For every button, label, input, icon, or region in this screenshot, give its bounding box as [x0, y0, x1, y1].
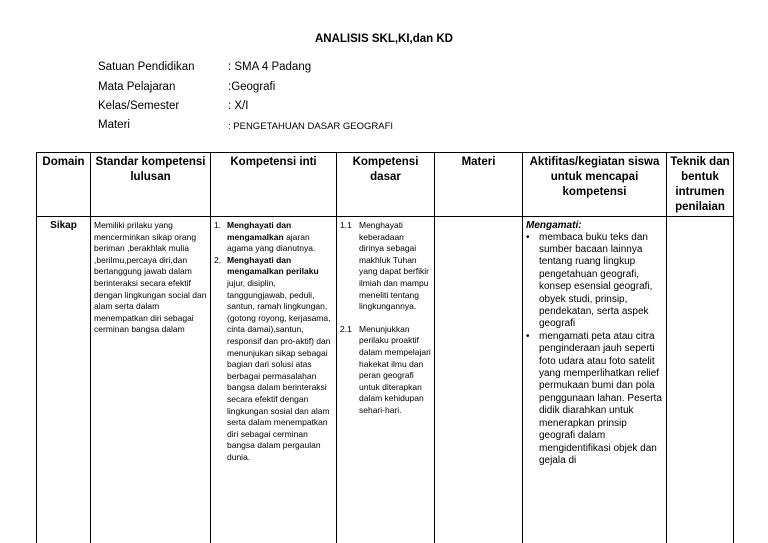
list-item	[526, 331, 663, 467]
cell-kompetensi-dasar	[337, 217, 435, 543]
cell-teknik	[667, 217, 734, 543]
list-text: mengamati peta atau citra penginderaan jauh seperti foto udara atau foto satelit yang memperlihatkan relief permukaan bumi dan pola penggunaan lahan. Peserta didik diarahkan untuk menerapkan prinsip geografi dalam mengidentifikasi objek dan gejala di	[539, 330, 662, 466]
header-standar-kompetensi: Standar kompetensi lulusan	[91, 153, 211, 217]
info-label: Satuan Pendidikan	[98, 61, 195, 73]
document-title: ANALISIS SKL,KI,dan KD	[314, 33, 453, 45]
header-kompetensi-dasar: Kompetensi dasar	[337, 153, 435, 217]
header-materi: Materi	[435, 153, 523, 217]
list-text: Menghayati keberadaan dirinya sebagai makhluk Tuhan yang dapat berfikir ilmiah dan mampu meneliti tentang lingkungannya.	[359, 220, 429, 312]
table-header-row	[37, 153, 734, 217]
list-plain-text: jujur, disiplin, tanggungjawab, peduli, santun, ramah lingkungan, (gotong royong, kerjasama, cinta damai),santun, responsif dan pro-aktif) dan menunjukan sikap sebagai bagian dari solusi atas berbagai permasalahan bangsa dalam berinteraksi secara efektif dengan lingkungan sosial dan alam serta dalam menempatkan diri sebagai cerminan bangsa dalam pergaulan dunia.	[227, 277, 331, 462]
header-teknik: Teknik dan bentuk intrumen penilaian	[667, 153, 734, 217]
header-aktifitas: Aktifitas/kegiatan siswa untuk mencapai kompetensi	[523, 153, 667, 217]
list-bold-text: Menghayati dan mengamalkan perilaku	[227, 254, 319, 277]
list-text	[227, 220, 333, 255]
list-number: 2.1	[340, 323, 352, 334]
list-plain-text: ajaran agama yang dianutnya.	[227, 231, 316, 254]
info-value: :Geografi	[228, 81, 276, 93]
info-value: : SMA 4 Padang	[228, 61, 312, 73]
list-item	[214, 220, 333, 255]
info-value: : X/I	[228, 100, 249, 112]
info-label: Materi	[98, 119, 130, 131]
list-number: 1.1	[340, 220, 352, 230]
aktifitas-list	[526, 232, 663, 468]
info-label: Mata Pelajaran	[98, 81, 176, 93]
cell-standar-kompetensi: Memiliki prilaku yang mencerminkan sikap orang beriman ,berakhlak mulia ,berilmu,percaya diri,dan bertanggung jawab dalam berinteraksi secara efektif dengan lingkungan social dan alam serta dalam menempatkan diri sebagai cerminan bangsa dalam	[91, 217, 211, 543]
table-row	[37, 217, 734, 543]
header-kompetensi-inti: Kompetensi inti	[211, 153, 337, 217]
list-item	[340, 220, 431, 313]
aktifitas-heading: Mengamati:	[526, 220, 582, 231]
list-item	[526, 232, 663, 331]
cell-aktifitas	[523, 217, 667, 543]
kd-list	[340, 220, 431, 417]
list-bold-text: Menghayati dan mengamalkan	[227, 220, 292, 242]
info-label: Kelas/Semester	[98, 100, 180, 112]
list-text: Menunjukkan perilaku proaktif dalam mempelajari hakekat ilmu dan peran geografi untuk diterapkan dalam kehidupan sehari-hari.	[359, 323, 431, 415]
analysis-table	[36, 152, 734, 543]
list-item	[340, 324, 431, 417]
bullet-icon: •	[526, 330, 530, 342]
bullet-icon: •	[526, 231, 530, 243]
ki-list	[214, 220, 333, 463]
list-number: 1.	[214, 220, 222, 230]
list-text: membaca buku teks dan sumber bacaan lainnya tentang ruang lingkup pengetahuan geografi, konsep esensial geografi, obyek studi, prinsip, pendekatan, serta aspek geografi	[539, 231, 653, 330]
cell-materi	[435, 217, 523, 543]
info-value: : PENGETAHUAN DASAR GEOGRAFI	[228, 121, 394, 132]
list-number: 2.	[214, 254, 222, 265]
list-text	[227, 255, 333, 464]
list-item	[214, 255, 333, 464]
cell-domain: Sikap	[37, 217, 91, 543]
header-domain: Domain	[37, 153, 91, 217]
cell-kompetensi-inti	[211, 217, 337, 543]
